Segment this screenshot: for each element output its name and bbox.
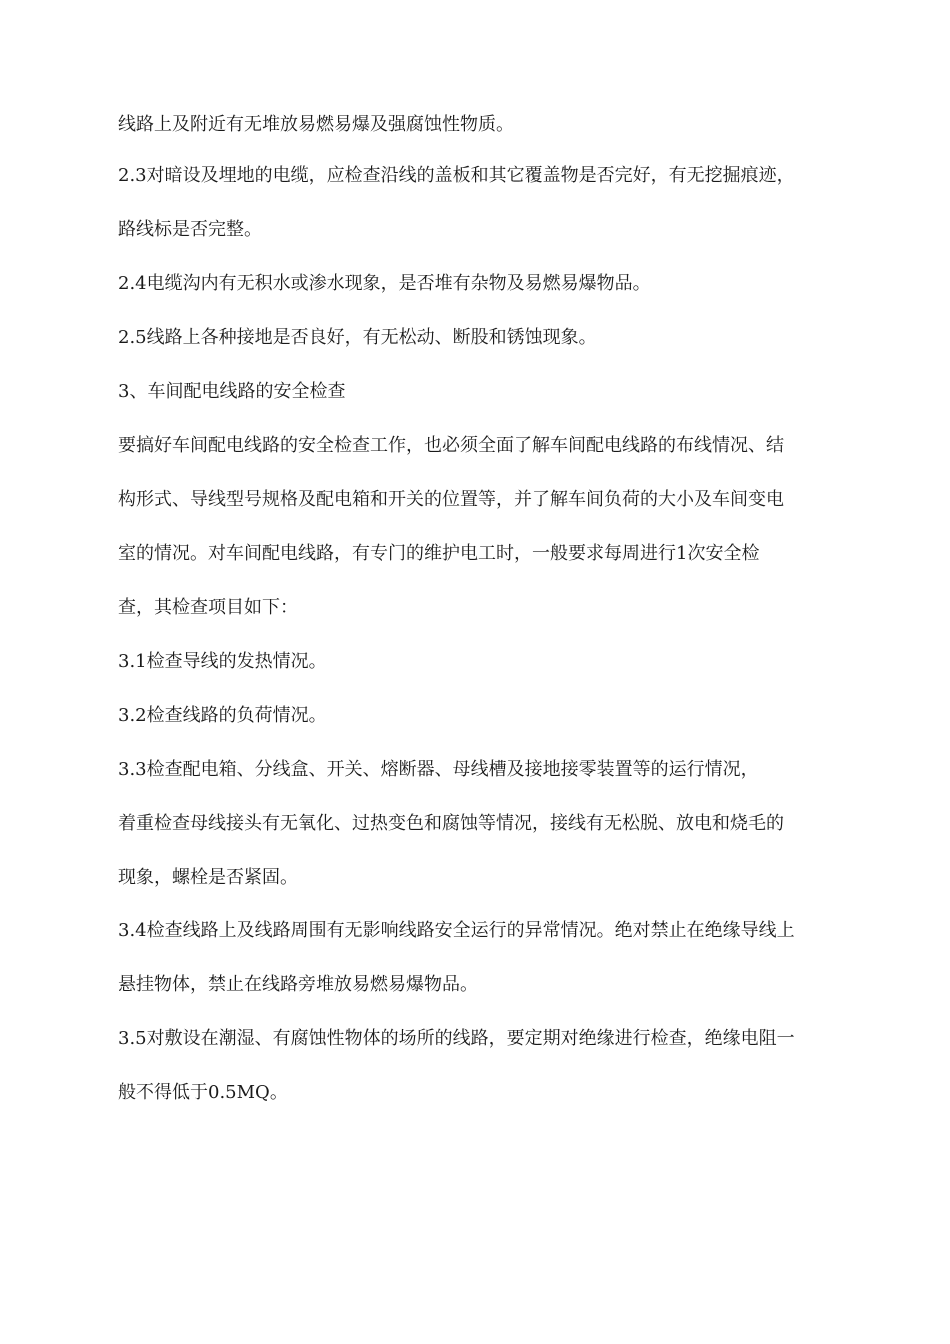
section-heading: 3、车间配电线路的安全检查 bbox=[118, 381, 346, 402]
text-line: 2.5线路上各种接地是否良好，有无松动、断股和锈蚀现象。 bbox=[118, 327, 597, 348]
text-line: 2.3对暗设及埋地的电缆，应检查沿线的盖板和其它覆盖物是否完好，有无挖掘痕迹， bbox=[118, 165, 795, 186]
text-line: 要搞好车间配电线路的安全检查工作，也必须全面了解车间配电线路的布线情况、结 bbox=[118, 435, 784, 456]
text-line: 般不得低于0.5MQ。 bbox=[118, 1082, 288, 1103]
text-line: 着重检查母线接头有无氧化、过热变色和腐蚀等情况，接线有无松脱、放电和烧毛的 bbox=[118, 813, 784, 834]
text-line: 线路上及附近有无堆放易燃易爆及强腐蚀性物质。 bbox=[118, 114, 514, 135]
text-line: 室的情况。对车间配电线路，有专门的维护电工时，一般要求每周进行1次安全检 bbox=[118, 543, 760, 564]
text-line: 3.5对敷设在潮湿、有腐蚀性物体的场所的线路，要定期对绝缘进行检查，绝缘电阻一 bbox=[118, 1028, 795, 1049]
text-line: 2.4电缆沟内有无积水或渗水现象，是否堆有杂物及易燃易爆物品。 bbox=[118, 273, 651, 294]
text-line: 3.2检查线路的负荷情况。 bbox=[118, 705, 327, 726]
text-line: 3.4检查线路上及线路周围有无影响线路安全运行的异常情况。绝对禁止在绝缘导线上 bbox=[118, 920, 795, 941]
text-line: 3.1检查导线的发热情况。 bbox=[118, 651, 327, 672]
text-line: 构形式、导线型号规格及配电箱和开关的位置等，并了解车间负荷的大小及车间变电 bbox=[118, 489, 784, 510]
text-line: 现象，螺栓是否紧固。 bbox=[118, 867, 298, 888]
text-line: 3.3检查配电箱、分线盒、开关、熔断器、母线槽及接地接零装置等的运行情况， bbox=[118, 759, 759, 780]
text-line: 路线标是否完整。 bbox=[118, 219, 262, 240]
text-line: 悬挂物体，禁止在线路旁堆放易燃易爆物品。 bbox=[118, 974, 478, 995]
text-line: 查，其检查项目如下： bbox=[118, 597, 298, 618]
